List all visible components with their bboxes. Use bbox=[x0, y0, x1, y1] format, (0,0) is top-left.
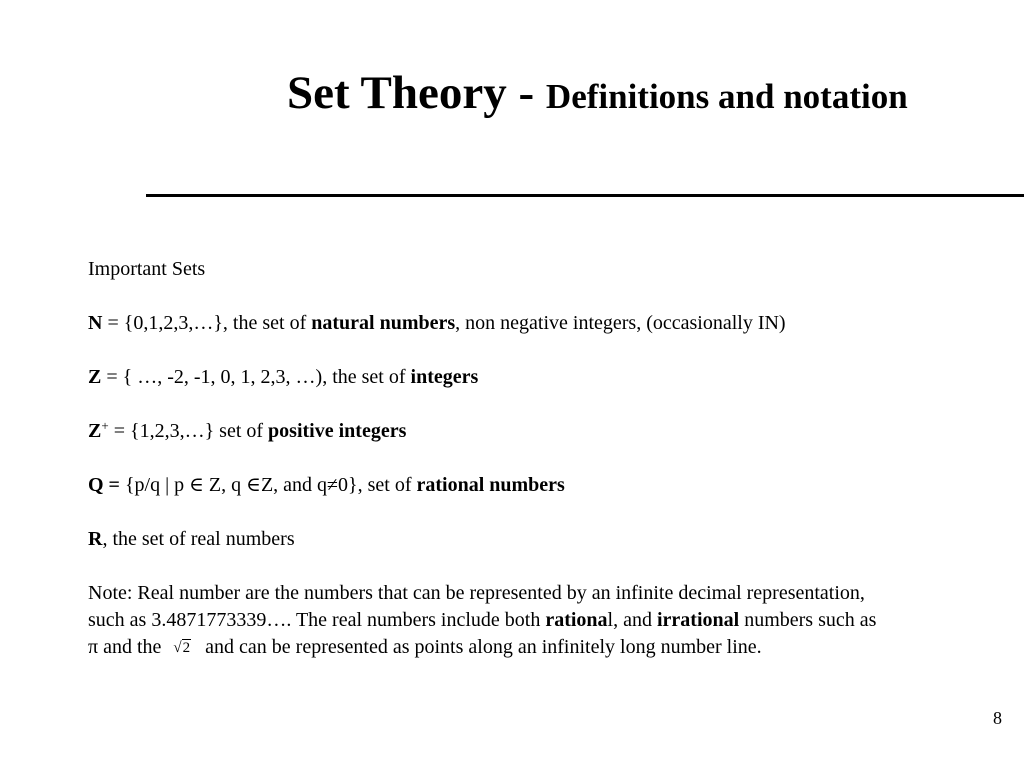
slide-body bbox=[88, 256, 968, 662]
title-underline bbox=[146, 194, 1024, 197]
section-heading: Important Sets bbox=[88, 258, 206, 280]
rationals-term: rational numbers bbox=[416, 474, 565, 496]
spacer bbox=[88, 391, 968, 418]
real-numbers-note bbox=[88, 580, 888, 662]
naturals-text: = {0,1,2,3,…}, the set of bbox=[102, 312, 312, 334]
spacer bbox=[88, 553, 968, 580]
spacer bbox=[88, 283, 968, 310]
page-number: 8 bbox=[993, 708, 1002, 728]
reals-definition bbox=[88, 526, 968, 553]
integers-text: = { …, -2, -1, 0, 1, 2,3, …), the set of bbox=[101, 366, 411, 388]
naturals-term: natural numbers bbox=[311, 312, 456, 334]
integers-symbol: Z bbox=[88, 366, 102, 388]
note-rational-term: rationa bbox=[545, 609, 608, 631]
rationals-symbol: Q = bbox=[88, 474, 120, 496]
spacer bbox=[88, 337, 968, 364]
integers-term: integers bbox=[410, 366, 479, 388]
spacer bbox=[88, 499, 968, 526]
note-text-1: Note: Real number are the numbers that can be represented by an infinite decimal representation, such as 3.4871773339…. The real numbers include both bbox=[88, 582, 865, 631]
positive-integers-term: positive integers bbox=[268, 420, 407, 442]
rationals-definition bbox=[88, 472, 968, 499]
integers-definition bbox=[88, 364, 968, 391]
positive-integers-definition bbox=[88, 418, 968, 445]
positive-integers-superscript: + bbox=[101, 418, 109, 433]
naturals-definition bbox=[88, 310, 968, 337]
note-irrational-term: irrational bbox=[656, 609, 740, 631]
radical-sign: √ bbox=[173, 640, 182, 656]
square-root-radicand: 2 bbox=[182, 640, 191, 656]
note-text-2: l, and bbox=[607, 609, 657, 631]
positive-integers-text: = {1,2,3,…} set of bbox=[108, 420, 269, 442]
spacer bbox=[88, 445, 968, 472]
title-subtitle: Definitions and notation bbox=[545, 77, 908, 116]
reals-symbol: R bbox=[88, 528, 103, 550]
naturals-symbol: N bbox=[88, 312, 103, 334]
slide-title bbox=[287, 67, 908, 119]
naturals-note: , non negative integers, (occasionally IN) bbox=[455, 312, 786, 334]
square-root-expression bbox=[173, 635, 191, 662]
title-main: Set Theory - bbox=[287, 67, 546, 119]
note-text-3: numbers such as π and the bbox=[88, 609, 877, 658]
positive-integers-symbol: Z bbox=[88, 420, 102, 442]
reals-text: , the set of real numbers bbox=[102, 528, 295, 550]
note-text-4: and can be represented as points along an infinitely long number line. bbox=[205, 636, 762, 658]
rationals-text: {p/q | p ∈ Z, q ∈Z, and q≠0}, set of bbox=[119, 474, 417, 496]
